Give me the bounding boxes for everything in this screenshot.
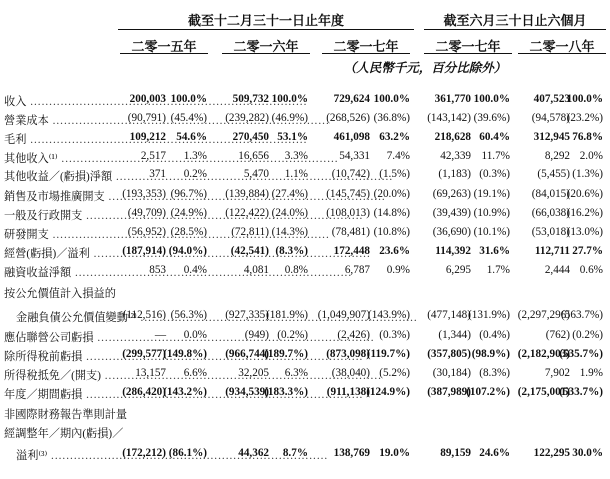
cell-2017-pct: (10.8%)	[373, 226, 410, 238]
cell-h1-2018-pct: (13.0%)	[566, 226, 603, 238]
cell-2016-amount: (239,282)	[225, 112, 269, 124]
cell-h1-2017-amount: (30,184)	[432, 367, 471, 379]
cell-2016-pct: (27.4%)	[271, 188, 308, 200]
header-rule-interim	[424, 29, 606, 30]
row-label: 收入 .....	[4, 93, 114, 109]
table-row-operating-profit-loss	[0, 245, 610, 264]
cell-h1-2017-amount: (387,989)	[427, 386, 471, 398]
cell-2017-amount: 461,098	[333, 131, 370, 143]
cell-h1-2018-amount: (2,297,296)	[517, 309, 570, 321]
table-row-other-gains-losses	[0, 168, 610, 187]
cell-h1-2018-pct: 30.0%	[572, 447, 603, 459]
cell-h1-2017-amount: 114,392	[435, 245, 471, 257]
cell-2015-amount: (172,212)	[122, 447, 166, 459]
cell-2017-pct: 63.2%	[379, 131, 410, 143]
cell-h1-2018-pct: 2.0%	[579, 150, 603, 162]
cell-h1-2017-amount: (69,263)	[432, 188, 471, 200]
row-label: 經營(虧損)／溢利 .....	[4, 245, 114, 261]
cell-h1-2018-amount: (53,018)	[531, 226, 570, 238]
cell-2016-amount: 509,732	[232, 93, 269, 105]
cell-2017-pct: (1.5%)	[379, 168, 410, 180]
table-row-rd-expenses	[0, 226, 610, 245]
cell-2015-pct: 1.3%	[183, 150, 207, 162]
cell-2015-pct: 0.2%	[183, 168, 207, 180]
table-row-period-loss	[0, 386, 610, 405]
cell-2016-pct: (0.2%)	[277, 329, 308, 341]
cell-2017-amount: 172,448	[333, 245, 370, 257]
cell-h1-2018-pct: (1.3%)	[572, 168, 603, 180]
cell-2017-amount: (1,049,907)	[317, 309, 370, 321]
cell-2015-amount: —	[154, 329, 166, 341]
cell-h1-2018-amount: (2,182,903)	[517, 348, 570, 360]
cell-2016-amount: (72,811)	[231, 226, 269, 238]
cell-2017-amount: (2,426)	[337, 329, 370, 341]
cell-2017-pct: (0.3%)	[379, 329, 410, 341]
cell-2017-amount: 729,624	[333, 93, 370, 105]
cell-2016-amount: (139,884)	[225, 188, 269, 200]
cell-h1-2018-amount: 112,711	[534, 245, 570, 257]
row-label: 銷售及市場推廣開支 .....	[4, 188, 114, 204]
table-row-cost-of-revenue	[0, 112, 610, 131]
row-label: 年度／期間虧損 .....	[4, 386, 114, 402]
cell-2015-amount: 13,157	[135, 367, 166, 379]
row-label: 按公允價值計入損益的	[4, 288, 116, 300]
cell-h1-2018-pct: 0.6%	[579, 264, 603, 276]
header-group-annual: 截至十二月三十一日止年度	[187, 13, 344, 28]
cell-2016-amount: (42,541)	[230, 245, 269, 257]
cell-h1-2017-pct: 1.7%	[486, 264, 510, 276]
cell-2015-amount: (90,791)	[127, 112, 166, 124]
table-row-fvtpl-heading	[0, 285, 610, 304]
cell-2017-pct: (143.9%)	[368, 309, 410, 321]
cell-2016-amount: 5,470	[243, 168, 269, 180]
cell-h1-2017-amount: (1,183)	[438, 168, 471, 180]
cell-2017-pct: (119.7%)	[366, 348, 410, 360]
cell-h1-2018-amount: 2,444	[544, 264, 570, 276]
cell-2016-pct: (24.0%)	[271, 207, 308, 219]
cell-h1-2017-pct: (19.1%)	[473, 188, 510, 200]
cell-h1-2018-pct: (16.2%)	[566, 207, 603, 219]
cell-2016-amount: (934,539)	[225, 386, 269, 398]
row-label: 營業成本 .....	[4, 112, 114, 128]
cell-2016-amount: 16,656	[238, 150, 269, 162]
cell-h1-2018-amount: (5,455)	[537, 168, 570, 180]
cell-2015-pct: (94.0%)	[168, 245, 207, 257]
cell-h1-2018-pct: 76.8%	[572, 131, 603, 143]
cell-h1-2018-amount: 122,295	[533, 447, 570, 459]
cell-h1-2017-pct: (10.1%)	[473, 226, 510, 238]
table-row-gross-profit	[0, 131, 610, 150]
cell-2016-amount: 4,081	[243, 264, 269, 276]
cell-2017-pct: (124.9%)	[366, 386, 410, 398]
row-label: 研發開支 .....	[4, 226, 114, 242]
cell-h1-2018-amount: (94,578)	[531, 112, 570, 124]
cell-2015-pct: (45.4%)	[170, 112, 207, 124]
cell-2017-pct: 19.0%	[379, 447, 410, 459]
cell-h1-2017-pct: (10.9%)	[473, 207, 510, 219]
cell-2015-pct: (28.5%)	[170, 226, 207, 238]
cell-h1-2018-pct: (0.2%)	[572, 329, 603, 341]
table-row-fvtpl-liability-change	[0, 309, 610, 328]
cell-h1-2017-amount: 89,159	[440, 447, 471, 459]
cell-h1-2017-amount: 6,295	[445, 264, 471, 276]
cell-2016-pct: (8.3%)	[275, 245, 308, 257]
cell-2016-pct: (46.9%)	[271, 112, 308, 124]
cell-h1-2017-amount: 42,339	[440, 150, 471, 162]
table-row-finance-income-net	[0, 264, 610, 283]
row-label: 溢利⁽³⁾ .....	[16, 447, 114, 463]
cell-h1-2018-amount: (66,038)	[531, 207, 570, 219]
cell-2015-pct: (86.1%)	[168, 447, 207, 459]
cell-2016-amount: 270,450	[232, 131, 269, 143]
cell-2015-pct: 54.6%	[176, 131, 207, 143]
cell-2017-amount: 6,787	[344, 264, 370, 276]
cell-2016-amount: (122,422)	[225, 207, 269, 219]
cell-h1-2017-pct: 100.0%	[473, 93, 510, 105]
cell-2015-amount: (299,577)	[122, 348, 166, 360]
cell-2016-amount: (949)	[244, 329, 269, 341]
cell-h1-2018-pct: 100.0%	[566, 93, 603, 105]
header-rule-annual	[118, 29, 414, 30]
cell-2017-pct: (5.2%)	[379, 367, 410, 379]
cell-2016-pct: 53.1%	[277, 131, 308, 143]
table-row-adjusted-profit	[0, 447, 610, 466]
cell-h1-2017-amount: 218,628	[434, 131, 471, 143]
cell-h1-2017-pct: (98.9%)	[471, 348, 510, 360]
row-label: 除所得稅前虧損 .....	[4, 348, 114, 364]
cell-2016-pct: (181.9%)	[266, 309, 308, 321]
year-header-2015: 二零一五年	[131, 39, 197, 54]
cell-h1-2018-pct: (20.6%)	[566, 188, 603, 200]
row-label: 其他收益／(虧損)淨額 .....	[4, 168, 114, 184]
cell-2017-pct: 100.0%	[373, 93, 410, 105]
year-header-h1-2018: 二零一八年	[529, 39, 595, 54]
table-row-income-tax	[0, 367, 610, 386]
cell-2016-pct: 8.7%	[282, 447, 308, 459]
cell-2017-pct: 0.9%	[386, 264, 410, 276]
cell-2015-amount: 371	[149, 168, 166, 180]
cell-h1-2017-amount: 361,770	[434, 93, 471, 105]
table-row-adjusted-profit-heading	[0, 425, 610, 444]
cell-2017-amount: (108,013)	[326, 207, 370, 219]
table-row-selling-marketing-expenses	[0, 188, 610, 207]
row-label: 經調整年／期內(虧損)／	[4, 428, 124, 440]
cell-2015-amount: (286,420)	[122, 386, 166, 398]
cell-2017-amount: 54,331	[339, 150, 370, 162]
cell-2016-pct: (189.7%)	[264, 348, 308, 360]
year-header-2016: 二零一六年	[233, 39, 299, 54]
table-row-non-ifrs-heading	[0, 406, 610, 425]
cell-2016-amount: (927,335)	[225, 309, 269, 321]
row-label: 所得稅抵免／(開支) .....	[4, 367, 114, 383]
cell-2017-pct: (20.0%)	[373, 188, 410, 200]
row-label: 應佔聯營公司虧損 .....	[4, 329, 114, 345]
cell-2017-pct: (36.8%)	[373, 112, 410, 124]
cell-h1-2018-amount: (762)	[545, 329, 570, 341]
cell-2015-amount: 109,212	[129, 131, 166, 143]
cell-h1-2017-pct: 60.4%	[479, 131, 510, 143]
cell-2015-pct: (149.8%)	[163, 348, 207, 360]
cell-h1-2017-amount: (1,344)	[438, 329, 471, 341]
cell-2016-pct: (14.3%)	[271, 226, 308, 238]
cell-h1-2017-pct: (39.6%)	[473, 112, 510, 124]
cell-h1-2018-amount: 7,902	[544, 367, 570, 379]
cell-h1-2017-amount: (39,439)	[432, 207, 471, 219]
cell-2015-amount: (187,914)	[122, 245, 166, 257]
cell-h1-2018-pct: (563.7%)	[561, 309, 603, 321]
cell-2017-amount: (873,098)	[326, 348, 370, 360]
cell-h1-2017-amount: (143,142)	[427, 112, 471, 124]
cell-2015-amount: (193,353)	[122, 188, 166, 200]
header-group-interim: 截至六月三十日止六個月	[443, 13, 587, 28]
cell-2015-amount: 2,517	[140, 150, 166, 162]
cell-h1-2018-amount: (2,175,001)	[517, 386, 570, 398]
row-label: 一般及行政開支 .....	[4, 207, 114, 223]
year-rule-h1-2017	[424, 53, 512, 54]
cell-2016-pct: 0.8%	[284, 264, 308, 276]
cell-2015-pct: (56.3%)	[170, 309, 207, 321]
cell-h1-2018-amount: 8,292	[544, 150, 570, 162]
cell-2016-pct: 1.1%	[284, 168, 308, 180]
year-header-h1-2017: 二零一七年	[435, 39, 501, 54]
row-label: 毛利 .....	[4, 131, 114, 147]
year-header-2017: 二零一七年	[333, 39, 399, 54]
cell-2015-amount: (112,516)	[122, 309, 166, 321]
cell-h1-2017-amount: (357,805)	[427, 348, 471, 360]
cell-h1-2017-pct: 31.6%	[479, 245, 510, 257]
row-label: 其他收入⁽¹⁾ .....	[4, 150, 114, 166]
cell-2015-amount: (49,709)	[127, 207, 166, 219]
cell-2016-pct: (183.3%)	[264, 386, 308, 398]
cell-h1-2018-pct: (23.2%)	[566, 112, 603, 124]
cell-2017-amount: (268,526)	[326, 112, 370, 124]
table-row-revenue	[0, 93, 610, 112]
cell-h1-2017-amount: (477,148)	[427, 309, 471, 321]
year-rule-2017	[322, 53, 410, 54]
cell-2016-pct: 3.3%	[284, 150, 308, 162]
cell-h1-2017-pct: 11.7%	[481, 150, 510, 162]
cell-2015-pct: 0.0%	[183, 329, 207, 341]
cell-2016-amount: 32,205	[238, 367, 269, 379]
year-rule-2016	[222, 53, 310, 54]
cell-2015-pct: (143.2%)	[163, 386, 207, 398]
table-row-loss-before-tax	[0, 348, 610, 367]
cell-2015-pct: 6.6%	[183, 367, 207, 379]
cell-h1-2018-amount: 407,523	[533, 93, 570, 105]
cell-h1-2017-amount: (36,690)	[432, 226, 471, 238]
cell-2017-amount: 138,769	[333, 447, 370, 459]
cell-h1-2017-pct: (8.3%)	[479, 367, 510, 379]
cell-2017-amount: (911,138)	[326, 386, 370, 398]
cell-2017-amount: (145,745)	[326, 188, 370, 200]
cell-h1-2017-pct: (0.3%)	[479, 168, 510, 180]
cell-2015-pct: 0.4%	[183, 264, 207, 276]
cell-2015-pct: (24.9%)	[170, 207, 207, 219]
cell-2017-pct: (14.8%)	[373, 207, 410, 219]
row-label: 融資收益淨額 .....	[4, 264, 114, 280]
cell-2017-pct: 23.6%	[379, 245, 410, 257]
cell-h1-2018-pct: (535.7%)	[559, 348, 603, 360]
cell-2017-amount: (10,742)	[331, 168, 370, 180]
cell-2015-pct: (96.7%)	[170, 188, 207, 200]
row-label: 金融負債公允價值變動⁽²⁾ .....	[16, 309, 118, 325]
table-row-other-income	[0, 150, 610, 169]
cell-h1-2017-pct: (0.4%)	[479, 329, 510, 341]
cell-2016-amount: (966,744)	[225, 348, 269, 360]
cell-h1-2017-pct: (107.2%)	[466, 386, 510, 398]
cell-2017-amount: (38,040)	[331, 367, 370, 379]
cell-h1-2017-pct: 24.6%	[479, 447, 510, 459]
cell-h1-2017-pct: (131.9%)	[468, 309, 510, 321]
cell-h1-2018-pct: 27.7%	[572, 245, 603, 257]
cell-2015-amount: 200,003	[129, 93, 166, 105]
cell-2017-pct: 7.4%	[386, 150, 410, 162]
cell-h1-2018-pct: 1.9%	[579, 367, 603, 379]
cell-2015-amount: (56,952)	[127, 226, 166, 238]
row-label: 非國際財務報告準則計量	[4, 409, 128, 421]
year-rule-h1-2018	[518, 53, 606, 54]
cell-2016-pct: 6.3%	[284, 367, 308, 379]
table-row-share-of-associate-losses	[0, 329, 610, 348]
cell-h1-2018-amount: (84,015)	[531, 188, 570, 200]
cell-h1-2018-pct: (533.7%)	[559, 386, 603, 398]
cell-2017-amount: (78,481)	[331, 226, 370, 238]
cell-2016-amount: 44,362	[238, 447, 269, 459]
cell-2015-amount: 853	[149, 264, 166, 276]
year-rule-2015	[120, 53, 208, 54]
cell-h1-2018-amount: 312,945	[533, 131, 570, 143]
table-row-general-admin-expenses	[0, 207, 610, 226]
cell-2015-pct: 100.0%	[170, 93, 207, 105]
units-note: （人民幣千元，百分比除外）	[343, 61, 507, 75]
cell-2016-pct: 100.0%	[271, 93, 308, 105]
